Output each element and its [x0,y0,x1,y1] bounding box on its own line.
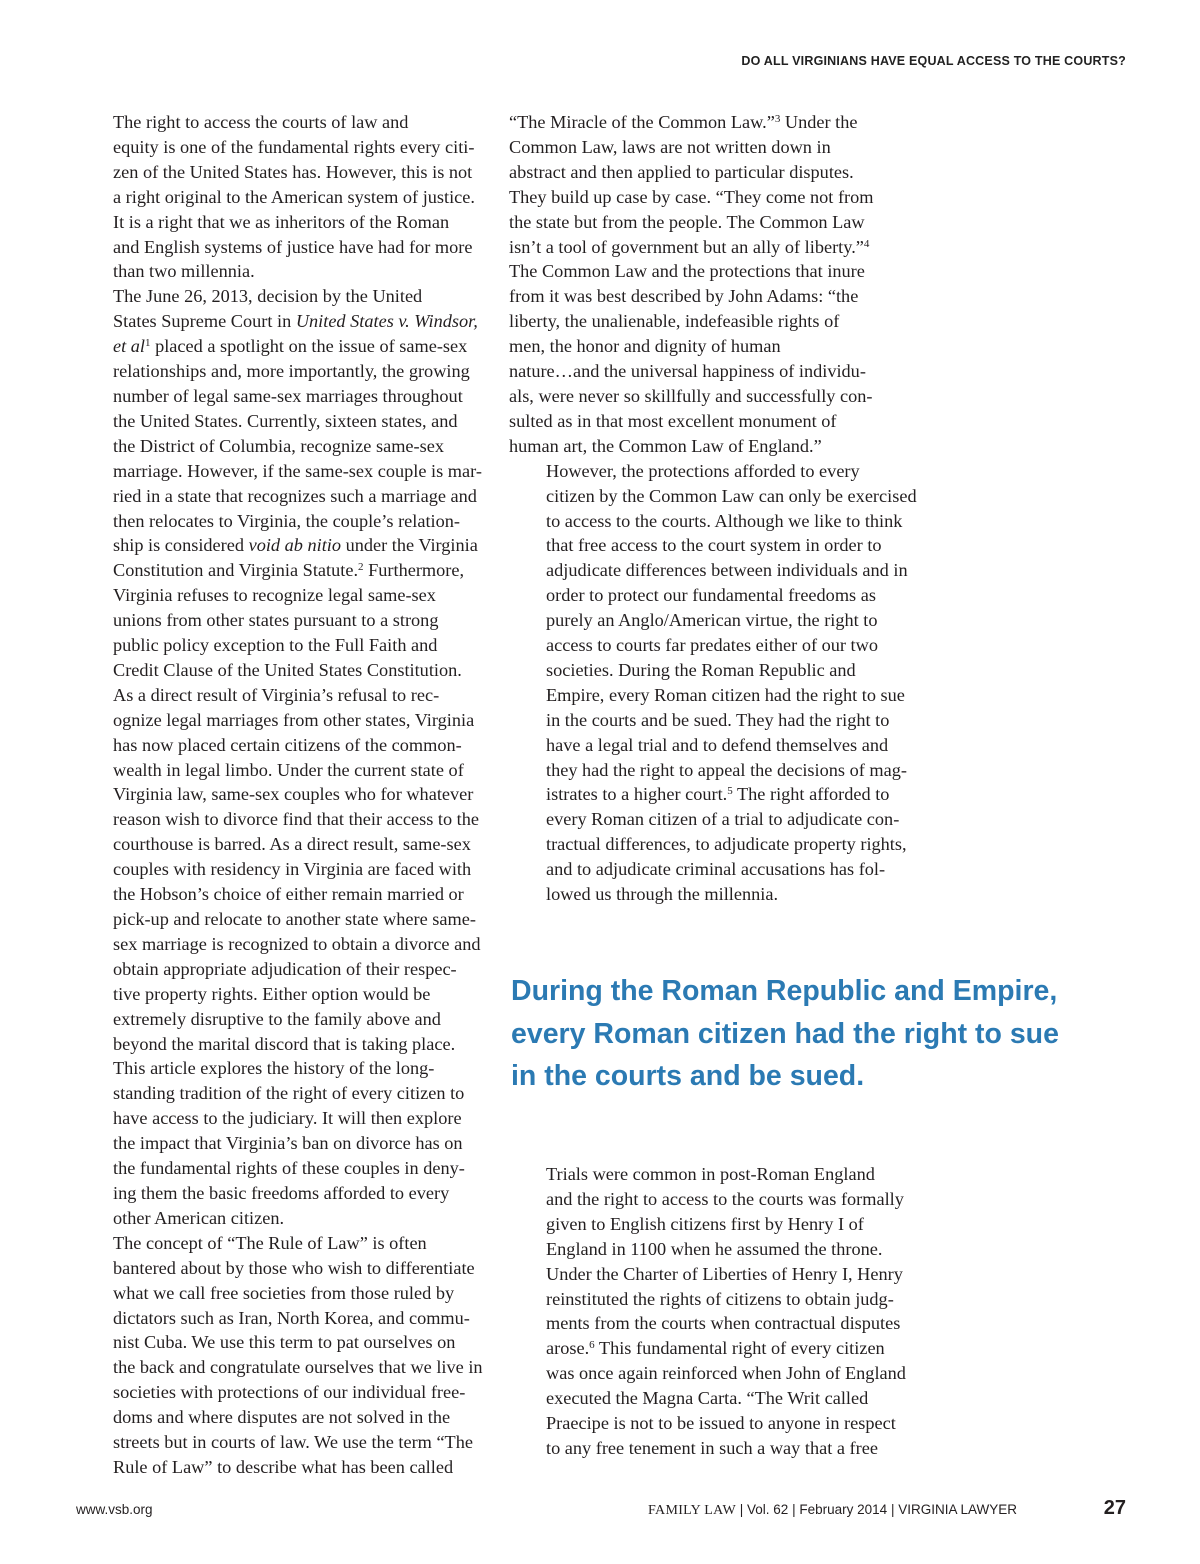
text-line: purely an Anglo/American virtue, the right to [546,610,878,631]
text-line: Virginia refuses to recognize legal same-sex [113,585,436,606]
paragraph [76,1231,483,1480]
footer-separator: | [890,1502,895,1517]
text-line: beyond the marital discord that is taking place. [113,1033,456,1054]
text-line: isn’t a tool of government but an ally of liberty.”$^4$ [509,236,870,257]
text-line: men, the honor and dignity of human [509,336,781,357]
text-line: streets but in courts of law. We use the term “The [113,1432,473,1453]
footnote-ref[interactable]: 3 [774,113,781,125]
page-number: 27 [1103,1497,1126,1519]
text-line: reason wish to divorce find that their access to the [113,809,480,830]
text-line: that free access to the court system in order to [546,535,882,556]
text-line: societies with protections of our individual free- [113,1382,466,1403]
text-line: the impact that Virginia’s ban on divorce has on [113,1133,463,1154]
text-line: ments from the courts when contractual disputes [546,1313,901,1334]
text-line: then relocates to Virginia, the couple’s relation- [113,510,460,531]
text-line: than two millennia. [113,261,255,282]
text-line: given to English citizens first by Henry I of [546,1213,864,1234]
text-line: Virginia law, same-sex couples who for whatever [113,784,474,805]
footer-separator: | [792,1502,796,1517]
text-line: As a direct result of Virginia’s refusal to rec- [113,684,440,705]
left-column [76,110,483,1480]
text-line: The June 26, 2013, decision by the United [113,286,423,307]
text-line: courthouse is barred. As a direct result, same-sex [113,834,471,855]
text-line: couples with residency in Virginia are faced with [113,859,472,880]
text-line: to any free tenement in such a way that a free [546,1437,878,1458]
latin-term: void ab nitio [248,535,341,556]
text-line: Credit Clause of the United States Constitution. [113,659,462,680]
text-line: It is a right that we as inheritors of the Roman [113,211,450,232]
text-line: arose.$^6$ This fundamental right of every citizen [546,1338,885,1359]
text-line: wealth in legal limbo. Under the current state of [113,759,464,780]
text-line: access to courts far predates either of our two [546,635,878,656]
paragraph [76,284,482,683]
text-line: Praecipe is not to be issued to anyone in respect [546,1413,896,1434]
running-header: DO ALL VIRGINIANS HAVE EQUAL ACCESS TO THE COURTS? [741,54,1126,68]
text-line: doms and where disputes are not solved in the [113,1407,451,1428]
text-line: have access to the judiciary. It will then explore [113,1108,462,1129]
text-line: Empire, every Roman citizen had the right to sue [546,684,905,705]
text-line: dictators such as Iran, North Korea, and commu- [113,1307,470,1328]
text-line: sulted as in that most excellent monument of [509,410,837,431]
text-line: human art, the Common Law of England.” [509,435,822,456]
text-line: et $al^1$ placed a spotlight on the issue of same-sex [113,336,468,357]
text-line: Under the Charter of Liberties of Henry I, Henry [546,1263,903,1284]
text-line: citizen by the Common Law can only be exercised [546,485,917,506]
text-line: standing tradition of the right of every citizen to [113,1083,465,1104]
text-line: ried in a state that recognizes such a marriage and [113,485,477,506]
text-line: lowed us through the millennia. [546,884,779,905]
text-line: nist Cuba. We use this term to pat ourselves on [113,1332,456,1353]
text-line: executed the Magna Carta. “The Writ called [546,1388,869,1409]
text-line: bantered about by those who wish to differentiate [113,1257,475,1278]
text-line: reinstituted the rights of citizens to obtain judg- [546,1288,894,1309]
paragraph [509,1162,907,1461]
text-line: ship is considered void ab nitio under the Virginia [113,535,478,556]
text-line: However, the protections afforded to every [546,460,860,481]
text-line: the state but from the people. The Common Law [509,211,865,232]
right-column [509,110,917,907]
case-name: et al [113,336,145,357]
text-line: the Hobson’s choice of either remain married or [113,884,464,905]
text-line: sex marriage is recognized to obtain a divorce and [113,933,481,954]
text-line: They build up case by case. “They come not from [509,186,874,207]
footer-date: February 2014 [799,1502,888,1517]
footnote-ref[interactable]: 6 [589,1339,595,1352]
text-line: equity is one of the fundamental rights every citi- [113,136,475,157]
text-line: Common Law, laws are not written down in [509,136,831,157]
paragraph [509,110,907,459]
text-line: has now placed certain citizens of the common- [113,734,462,755]
footer-url-link[interactable]: www.vsb.org [76,1502,153,1517]
text-line: the fundamental rights of these couples in deny- [113,1158,465,1179]
text-line: and the right to access to the courts was formally [546,1188,904,1209]
text-line: marriage. However, if the same-sex couple is mar- [113,460,482,481]
text-line: extremely disruptive to the family above and [113,1008,441,1029]
right-column-lower [509,1162,907,1461]
text-line: ognize legal marriages from other states, Virginia [113,709,475,730]
paragraph [76,110,474,284]
text-line: unions from other states pursuant to a strong [113,610,439,631]
text-line: number of legal same-sex marriages throughout [113,385,463,406]
text-line: abstract and then applied to particular disputes. [509,161,854,182]
text-line: The Common Law and the protections that inure [509,261,865,282]
text-line: have a legal trial and to defend themselves and [546,734,889,755]
text-line: Constitution and Virginia Statute.$^2$ Furthermore, [113,560,465,581]
text-line: obtain appropriate adjudication of their respec- [113,958,457,979]
footnote-ref[interactable]: 5 [727,785,733,798]
paragraph [76,683,481,1057]
footer-section: FAMILY LAW [648,1503,736,1518]
text-line: Rule of Law” to describe what has been called [113,1456,454,1477]
footnote-ref[interactable]: 4 [863,237,870,250]
footnote-ref[interactable]: 1 [144,337,151,350]
pull-quote-line: every Roman citizen had the right to sue [511,1017,1059,1050]
text-line: other American citizen. [113,1207,285,1228]
text-line: zen of the United States has. However, this is not [113,161,473,182]
footnote-ref[interactable]: 2 [358,561,364,574]
text-line: the United States. Currently, sixteen states, and [113,410,458,431]
text-line: liberty, the unalienable, indefeasible rights of [509,311,840,332]
text-line: pick-up and relocate to another state where same- [113,909,476,929]
text-line: relationships and, more importantly, the growing [113,361,470,382]
case-name: United States v. Windsor, [295,311,478,332]
text-line: England in 1100 when he assumed the throne. [546,1238,883,1259]
text-line: ing them the basic freedoms afforded to every [113,1182,450,1203]
footer-separator: | [739,1502,744,1517]
text-line: every Roman citizen of a trial to adjudicate con- [546,809,900,830]
text-line: The right to access the courts of law and [113,112,409,132]
text-line: States Supreme Court in United States v. Windsor, [113,311,478,332]
text-line: als, were never so skillfully and successfully con- [509,385,873,406]
text-line: “The Miracle of the Common Law.”$^3$ Under the [509,112,858,132]
text-line: order to protect our fundamental freedoms as [546,585,876,606]
text-line: and to adjudicate criminal accusations has fol- [546,859,886,880]
text-line: societies. During the Roman Republic and [546,659,856,680]
paragraph [76,1056,474,1230]
text-line: was once again reinforced when John of England [546,1363,906,1384]
text-line: to access to the courts. Although we like to think [546,510,903,531]
pull-quote [511,970,1111,1098]
text-line: nature…and the universal happiness of individu- [509,361,866,382]
text-line: a right original to the American system of justice. [113,186,475,207]
text-line: istrates to a higher court.$^5$ The right afforded to [546,784,890,805]
text-line: and English systems of justice have had for more [113,236,473,257]
text-line: they had the right to appeal the decisions of mag- [546,759,907,780]
text-line: the District of Columbia, recognize same-sex [113,435,444,456]
text-line: The concept of “The Rule of Law” is often [113,1232,427,1253]
text-line: adjudicate differences between individuals and in [546,560,908,581]
text-line: tive property rights. Either option would be [113,983,431,1004]
footer-volume: Vol. 62 [747,1502,789,1517]
footer-publication-info [648,1502,1017,1519]
footer-publication: VIRGINIA LAWYER [898,1502,1017,1517]
paragraph [509,459,917,907]
text-line: public policy exception to the Full Faith and [113,635,438,656]
text-line: in the courts and be sued. They had the right to [546,709,890,730]
pull-quote-line: in the courts and be sued. [511,1060,865,1092]
text-line: from it was best described by John Adams: “the [509,286,859,307]
text-line: This article explores the history of the long- [113,1058,435,1079]
text-line: Trials were common in post-Roman England [546,1164,875,1184]
text-line: what we call free societies from those ruled by [113,1282,455,1303]
pull-quote-line: During the Roman Republic and Empire, [511,975,1058,1007]
text-line: tractual differences, to adjudicate property rights, [546,834,907,855]
text-line: the back and congratulate ourselves that we live in [113,1357,483,1378]
